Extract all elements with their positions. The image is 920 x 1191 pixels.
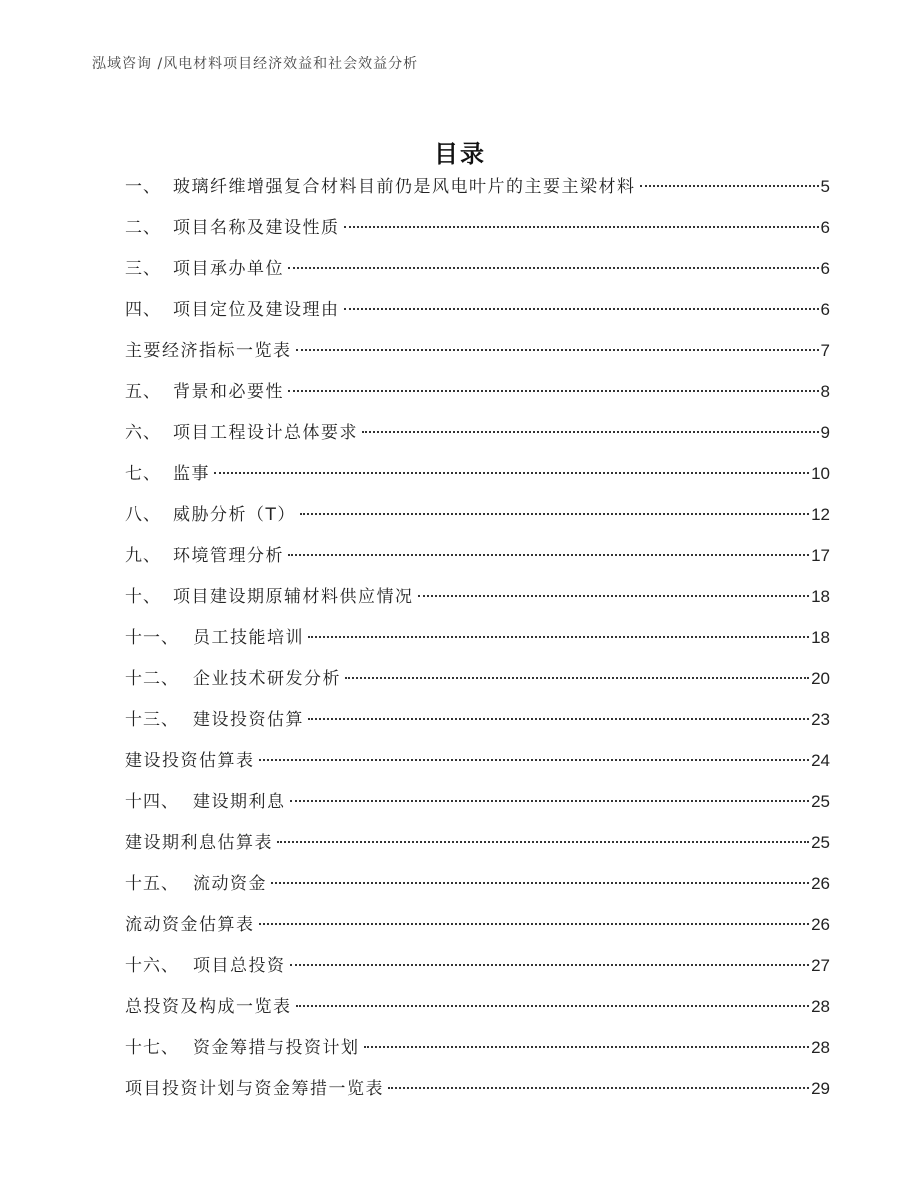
toc-entry-number: 五、	[125, 382, 161, 402]
toc-dot-leader	[308, 718, 809, 720]
toc-entry[interactable]	[125, 166, 830, 207]
toc-entry[interactable]	[125, 617, 830, 658]
toc-entry[interactable]	[125, 1068, 830, 1109]
toc-page-number: 18	[811, 628, 830, 647]
toc-entry-title: 项目总投资	[193, 956, 286, 976]
toc-entry[interactable]	[125, 1027, 830, 1068]
toc-entry[interactable]	[125, 371, 830, 412]
toc-entry-title: 资金筹措与投资计划	[193, 1038, 360, 1058]
toc-entry-number: 十三、	[125, 710, 179, 730]
toc-entry-title: 威胁分析（T）	[173, 505, 296, 525]
toc-dot-leader	[277, 841, 809, 843]
toc-dot-leader	[288, 267, 819, 269]
toc-entry-title: 企业技术研发分析	[193, 669, 341, 689]
toc-entry-title: 项目名称及建设性质	[173, 218, 340, 238]
toc-entry-title: 建设期利息估算表	[125, 833, 273, 853]
toc-page-number: 6	[820, 259, 830, 278]
toc-page-number: 17	[811, 546, 830, 565]
toc-entry-number: 九、	[125, 546, 161, 566]
toc-page-number: 27	[811, 956, 830, 975]
toc-dot-leader	[259, 923, 810, 925]
toc-entry[interactable]	[125, 412, 830, 453]
toc-entry[interactable]	[125, 248, 830, 289]
toc-entry-title: 建设投资估算表	[125, 751, 255, 771]
toc-entry-title: 建设期利息	[193, 792, 286, 812]
toc-entry-title: 建设投资估算	[193, 710, 304, 730]
toc-entry-number: 二、	[125, 218, 161, 238]
toc-entry-title: 项目定位及建设理由	[173, 300, 340, 320]
toc-entry-number: 十一、	[125, 628, 179, 648]
toc-entry[interactable]	[125, 904, 830, 945]
toc-entry-number: 四、	[125, 300, 161, 320]
toc-dot-leader	[362, 431, 819, 433]
toc-entry-title: 总投资及构成一览表	[125, 997, 292, 1017]
toc-dot-leader	[308, 636, 809, 638]
toc-page-number: 9	[820, 423, 830, 442]
toc-entry-title: 流动资金	[193, 874, 267, 894]
toc-page-number: 10	[811, 464, 830, 483]
toc-entry[interactable]	[125, 535, 830, 576]
toc-entry-number: 十、	[125, 587, 161, 607]
toc-page-number: 6	[820, 300, 830, 319]
toc-entry-title: 项目工程设计总体要求	[173, 423, 358, 443]
toc-entry[interactable]	[125, 494, 830, 535]
toc-entry[interactable]	[125, 289, 830, 330]
toc-entry-title: 背景和必要性	[173, 382, 284, 402]
toc-entry[interactable]	[125, 822, 830, 863]
toc-entry[interactable]	[125, 330, 830, 371]
toc-dot-leader	[640, 185, 819, 187]
toc-entry-number: 八、	[125, 505, 161, 525]
toc-entry-number: 十七、	[125, 1038, 179, 1058]
toc-page-number: 20	[811, 669, 830, 688]
header-divider	[92, 80, 828, 81]
toc-dot-leader	[300, 513, 809, 515]
table-of-contents	[125, 166, 830, 1109]
toc-dot-leader	[296, 349, 819, 351]
toc-entry[interactable]	[125, 863, 830, 904]
toc-dot-leader	[288, 554, 809, 556]
toc-dot-leader	[388, 1087, 809, 1089]
toc-entry-title: 项目承办单位	[173, 259, 284, 279]
toc-entry-title: 玻璃纤维增强复合材料目前仍是风电叶片的主要主梁材料	[173, 177, 636, 197]
toc-dot-leader	[271, 882, 809, 884]
toc-page-number: 28	[811, 1038, 830, 1057]
toc-entry[interactable]	[125, 740, 830, 781]
toc-entry[interactable]	[125, 207, 830, 248]
toc-entry-number: 七、	[125, 464, 161, 484]
toc-page-number: 26	[811, 874, 830, 893]
toc-page-number: 5	[820, 177, 830, 196]
toc-entry[interactable]	[125, 699, 830, 740]
toc-page-number: 25	[811, 833, 830, 852]
toc-title: 目录	[434, 140, 486, 169]
toc-entry-title: 环境管理分析	[173, 546, 284, 566]
toc-entry-number: 十五、	[125, 874, 179, 894]
toc-entry-number: 六、	[125, 423, 161, 443]
toc-entry-title: 流动资金估算表	[125, 915, 255, 935]
toc-dot-leader	[259, 759, 810, 761]
toc-entry-title: 项目建设期原辅材料供应情况	[173, 587, 414, 607]
toc-dot-leader	[288, 390, 819, 392]
toc-dot-leader	[214, 472, 809, 474]
toc-page-number: 12	[811, 505, 830, 524]
toc-dot-leader	[364, 1046, 810, 1048]
toc-page-number: 28	[811, 997, 830, 1016]
toc-entry[interactable]	[125, 781, 830, 822]
toc-entry-title: 监事	[173, 464, 210, 484]
toc-page-number: 26	[811, 915, 830, 934]
toc-entry-number: 三、	[125, 259, 161, 279]
toc-page-number: 8	[820, 382, 830, 401]
toc-dot-leader	[296, 1005, 810, 1007]
toc-dot-leader	[290, 964, 810, 966]
toc-page-number: 24	[811, 751, 830, 770]
toc-entry[interactable]	[125, 986, 830, 1027]
toc-page-number: 6	[820, 218, 830, 237]
toc-entry-title: 员工技能培训	[193, 628, 304, 648]
toc-entry-number: 十二、	[125, 669, 179, 689]
toc-page-number: 25	[811, 792, 830, 811]
toc-dot-leader	[344, 226, 819, 228]
toc-page-number: 7	[820, 341, 830, 360]
toc-entry-title: 项目投资计划与资金筹措一览表	[125, 1079, 384, 1099]
toc-page-number: 29	[811, 1079, 830, 1098]
toc-dot-leader	[344, 308, 819, 310]
toc-dot-leader	[345, 677, 809, 679]
toc-dot-leader	[418, 595, 810, 597]
toc-entry[interactable]	[125, 576, 830, 617]
toc-entry-number: 一、	[125, 177, 161, 197]
toc-entry[interactable]	[125, 453, 830, 494]
running-header: 泓域咨询 /风电材料项目经济效益和社会效益分析	[92, 56, 419, 72]
toc-entry[interactable]	[125, 945, 830, 986]
toc-dot-leader	[290, 800, 810, 802]
toc-entry-number: 十四、	[125, 792, 179, 812]
toc-page-number: 23	[811, 710, 830, 729]
toc-page-number: 18	[811, 587, 830, 606]
toc-entry-title: 主要经济指标一览表	[125, 341, 292, 361]
toc-entry-number: 十六、	[125, 956, 179, 976]
toc-entry[interactable]	[125, 658, 830, 699]
